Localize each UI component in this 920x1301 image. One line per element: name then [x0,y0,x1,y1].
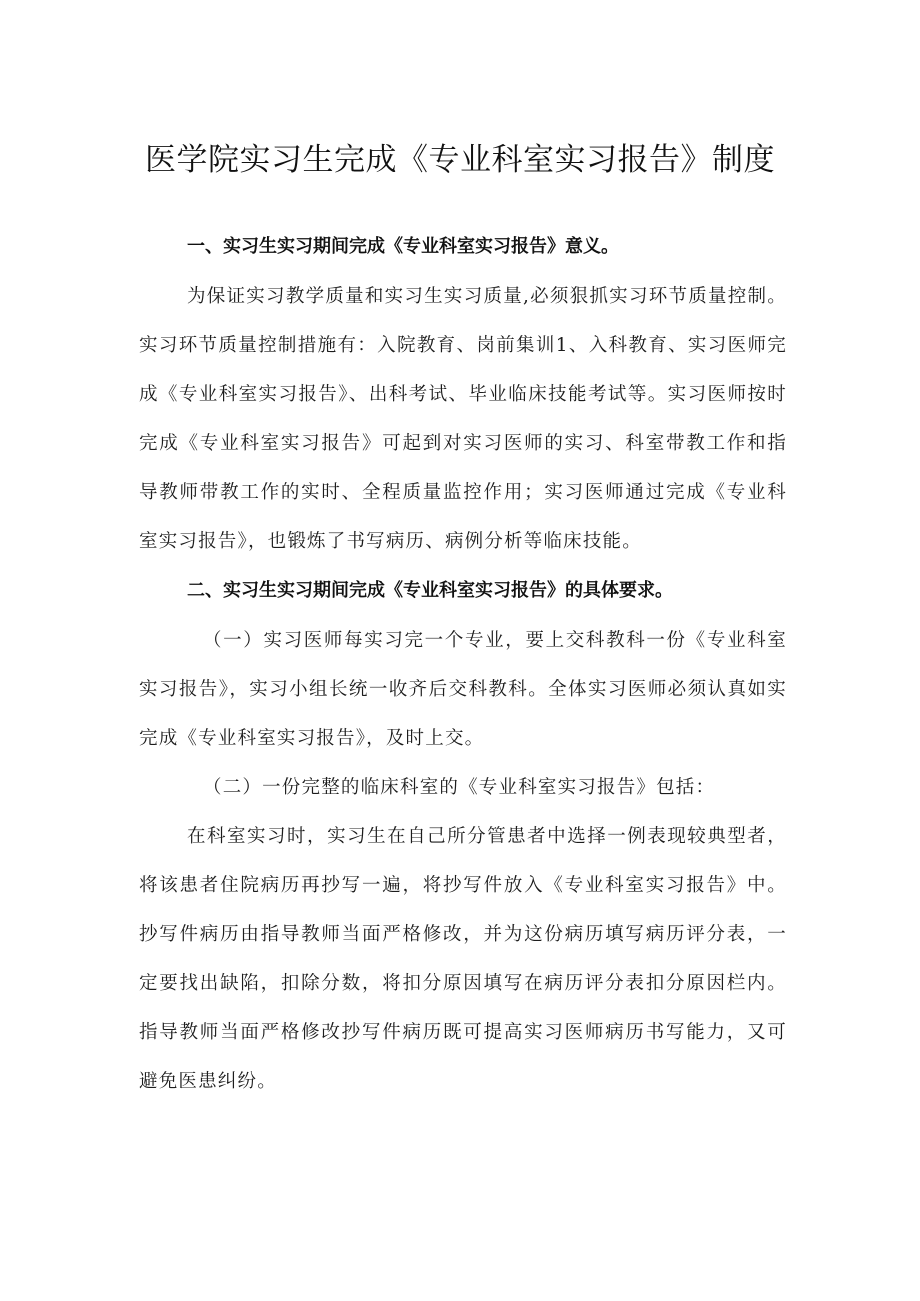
section-2-item-1: （一）实习医师每实习完一个专业，要上交科教科一份《专业科室实习报告》，实习小组长统一收齐后交科教科。全体实习医师必须认真如实完成《专业科室实习报告》，及时上交。 [139,630,787,749]
section-2-heading: 二、实习生实习期间完成《专业科室实习报告》的具体要求。 [187,580,673,601]
document-title: 医学院实习生完成《专业科室实习报告》制度 [145,142,775,178]
section-1-heading: 一、实习生实习期间完成《专业科室实习报告》意义。 [187,236,619,257]
section-2-item-2-paragraph: 在科室实习时，实习生在自己所分管患者中选择一例表现较典型者，将该患者住院病历再抄写一遍，将抄写件放入《专业科室实习报告》中。抄写件病历由指导教师当面严格修改，并为这份病历填写病历评分表，一定要找出缺陷，扣除分数，将扣分原因填写在病历评分表扣分原因栏内。指导教师当面严格修改抄写件病历既可提高实习医师病历书写能力，又可避免医患纠纷。 [139,826,787,1092]
document-body [139,222,787,1106]
section-2-item-2: （二）一份完整的临床科室的《专业科室实习报告》包括： [203,777,716,798]
section-1-paragraph: 为保证实习教学质量和实习生实习质量,必须狠抓实习环节质量控制。实习环节质量控制措施有：入院教育、岗前集训1、入科教育、实习医师完成《专业科室实习报告》、出科考试、毕业临床技能考试等。实习医师按时完成《专业科室实习报告》可起到对实习医师的实习、科室带教工作和指导教师带教工作的实时、全程质量监控作用；实习医师通过完成《专业科室实习报告》，也锻炼了书写病历、病例分析等临床技能。 [139,286,787,552]
